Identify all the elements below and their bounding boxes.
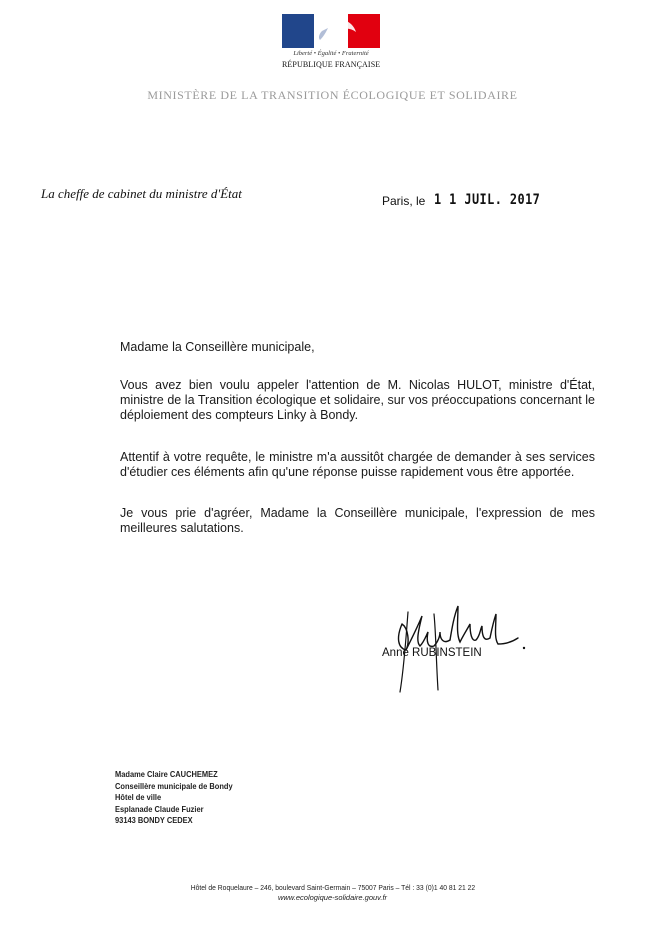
letter-paragraph-3: Je vous prie d'agréer, Madame la Conseillère municipale, l'expression de mes meilleures salutations.: [120, 506, 595, 535]
letter-paragraph-2: Attentif à votre requête, le ministre m'a aussitôt chargée de demander à ses services d'étudier ces éléments afin qu'une réponse puisse rapidement vous être apportée.: [120, 450, 595, 479]
republic-motto: Liberté • Égalité • Fraternité: [293, 50, 369, 57]
sender-line: La cheffe de cabinet du ministre d'État: [41, 186, 242, 201]
footer-website: www.ecologique-solidaire.gouv.fr: [277, 893, 388, 902]
handwritten-signature: [388, 598, 528, 694]
date-stamp: 1 1 JUIL. 2017: [434, 192, 541, 208]
republique-francaise-label: RÉPUBLIQUE FRANÇAISE: [282, 60, 381, 69]
recipient-street: Esplanade Claude Fuzier: [115, 803, 204, 814]
footer-address: [0, 883, 665, 892]
date-place: Paris, le: [382, 194, 426, 208]
letter-salutation: Madame la Conseillère municipale,: [120, 340, 315, 354]
recipient-name: Madame Claire CAUCHEMEZ: [115, 769, 218, 779]
footer-address-text: Hôtel de Roquelaure – 246, boulevard Saint-Germain – 75007 Paris – Tél : 33 (0)1 40 81 21 22: [190, 883, 475, 892]
marianne-flag-icon: [282, 14, 380, 48]
recipient-title: Conseillère municipale de Bondy: [115, 780, 233, 791]
letter-paragraph-1: Vous avez bien voulu appeler l'attention de M. Nicolas HULOT, ministre d'État, ministre de la Transition écologique et solidaire, sur vos préoccupations concernant le déploiement des compteurs Linky à Bondy.: [120, 378, 595, 422]
ministry-name: MINISTÈRE DE LA TRANSITION ÉCOLOGIQUE ET SOLIDAIRE: [147, 88, 518, 102]
recipient-building: Hôtel de ville: [115, 792, 162, 802]
republique-francaise-logo: [282, 14, 381, 69]
recipient-address: [115, 769, 249, 827]
recipient-city: 93143 BONDY CEDEX: [115, 815, 193, 825]
signer-name: Anne RUBINSTEIN: [382, 647, 482, 659]
